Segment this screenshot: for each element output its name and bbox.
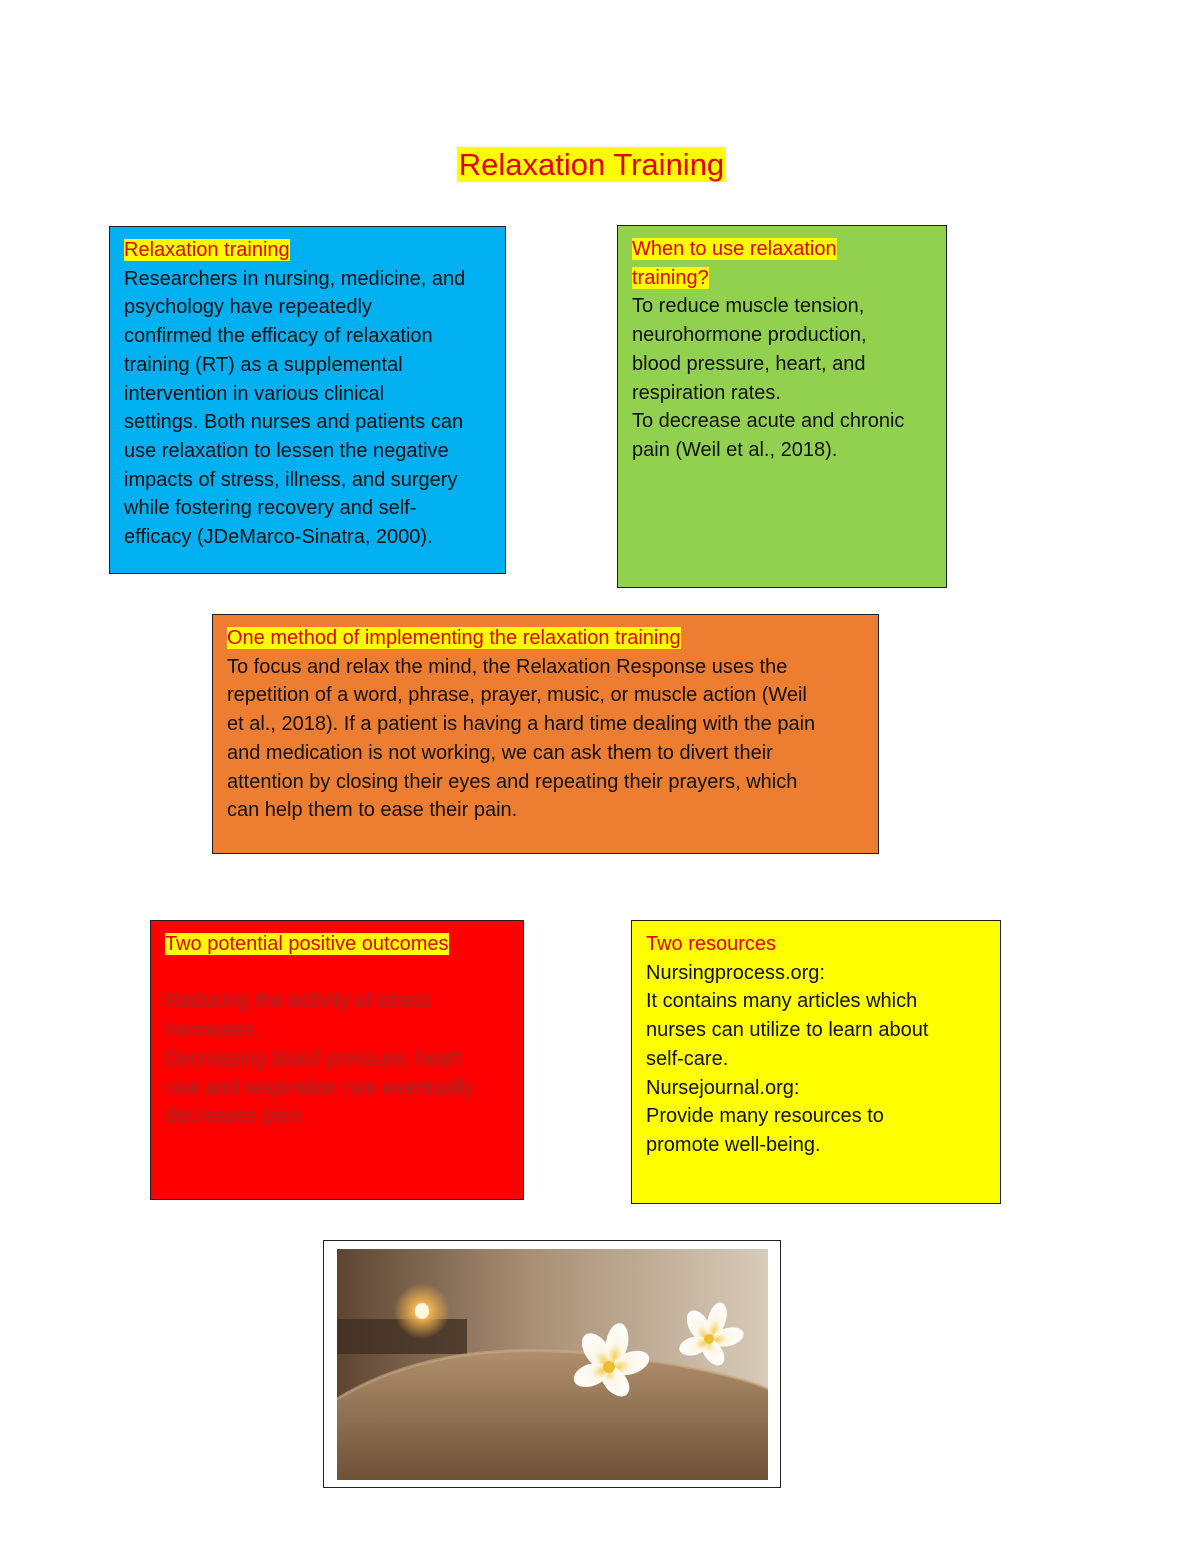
positive-outcomes-box bbox=[150, 920, 524, 1200]
implementation-method-heading: One method of implementing the relaxation training bbox=[227, 627, 681, 649]
resources-body: Nursingprocess.org: It contains many articles which nurses can utilize to learn about self-care. Nursejournal.org: Provide many resources to promote well-being. bbox=[646, 961, 929, 1156]
page-title bbox=[0, 145, 1183, 185]
spa-photo bbox=[337, 1249, 768, 1480]
relaxation-training-box bbox=[109, 226, 506, 574]
page-title-text: Relaxation Training bbox=[458, 147, 725, 182]
positive-outcomes-heading: Two potential positive outcomes bbox=[165, 933, 449, 955]
when-to-use-box bbox=[617, 225, 947, 588]
positive-outcomes-body: Reducing the activity of stress hormones. Decreasing blood pressure, heart rate and respiration rate eventually decreases pain. bbox=[165, 990, 473, 1128]
resources-heading: Two resources bbox=[646, 933, 777, 955]
when-to-use-heading: When to use relaxation training? bbox=[632, 238, 837, 289]
relaxation-training-body: Researchers in nursing, medicine, and psychology have repeatedly confirmed the efficacy of relaxation training (RT) as a supplemental intervention in various clinical settings. Both nurses and patients can use relaxation to lessen the negative impacts of stress, illness, and surgery while fostering recovery and self- efficacy (JDeMarco-Sinatra, 2000). bbox=[124, 267, 466, 549]
relaxation-training-heading: Relaxation training bbox=[124, 239, 290, 261]
spa-photo-frame bbox=[323, 1240, 781, 1488]
resources-box bbox=[631, 920, 1001, 1204]
when-to-use-body: To reduce muscle tension, neurohormone production, blood pressure, heart, and respiration rates. To decrease acute and chronic pain (Weil et al., 2018). bbox=[632, 295, 905, 461]
implementation-method-body: To focus and relax the mind, the Relaxation Response uses the repetition of a word, phrase, prayer, music, or muscle action (Weil et al., 2018). If a patient is having a hard time dealing with the pain and medication is not working, we can ask them to divert their attention by closing their eyes and repeating their prayers, which can help them to ease their pain. bbox=[227, 655, 816, 822]
implementation-method-box bbox=[212, 614, 879, 854]
